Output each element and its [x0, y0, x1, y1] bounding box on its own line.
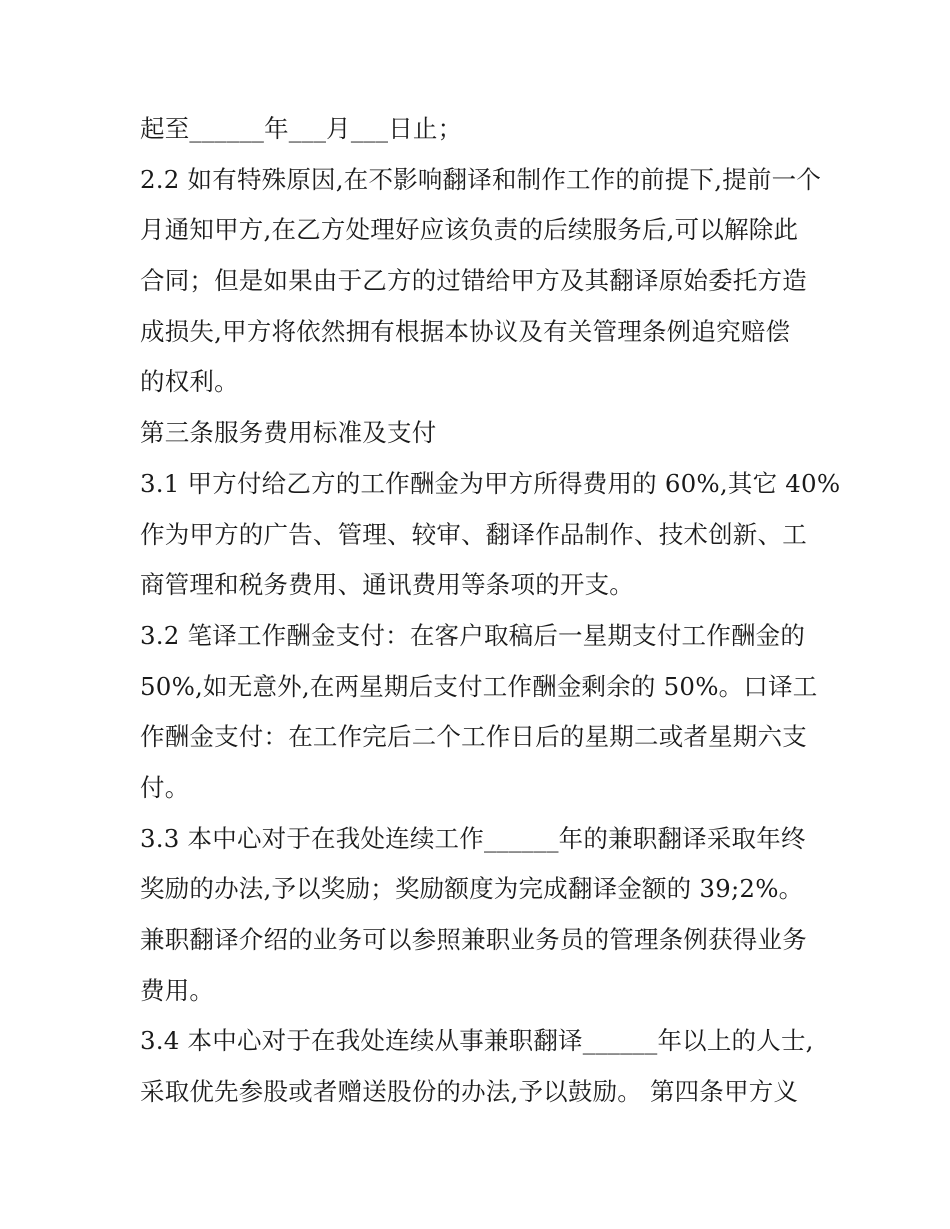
text-line: 采取优先参股或者赠送股份的办法,予以鼓励。 第四条甲方义	[140, 1077, 799, 1107]
text-line: 的权利。	[140, 367, 239, 397]
text-line: 3.4 本中心对于在我处连续从事兼职翻译______年以上的人士,	[140, 1026, 814, 1056]
section-heading: 第三条服务费用标准及支付	[140, 418, 437, 448]
text-line: 兼职翻译介绍的业务可以参照兼职业务员的管理条例获得业务	[140, 925, 807, 954]
text-line: 3.2 笔译工作酬金支付：在客户取稿后一星期支付工作酬金的	[140, 620, 806, 650]
text-line: 月通知甲方,在乙方处理好应该负责的后续服务后,可以解除此	[140, 215, 799, 245]
text-line: 合同；但是如果由于乙方的过错给甲方及其翻译原始委托方造	[140, 266, 807, 296]
text-line: 作为甲方的广告、管理、较审、翻译作品制作、技术创新、工	[140, 519, 807, 549]
text-line: 3.1 甲方付给乙方的工作酬金为甲方所得费用的 60%,其它 40%	[140, 468, 841, 498]
text-line: 2.2 如有特殊原因,在不影响翻译和制作工作的前提下,提前一个	[140, 164, 822, 194]
text-line: 奖励的办法,予以奖励；奖励额度为完成翻译金额的 39;2%。	[140, 874, 804, 904]
text-line: 付。	[140, 772, 190, 802]
text-line: 商管理和税务费用、通讯费用等条项的开支。	[140, 570, 634, 600]
text-line: 起至______年___月___日止；	[140, 114, 463, 143]
text-line: 作酬金支付：在工作完后二个工作日后的星期二或者星期六支	[140, 722, 807, 752]
text-line: 费用。	[140, 975, 215, 1005]
text-line: 50%,如无意外,在两星期后支付工作酬金剩余的 50%。口译工	[140, 671, 818, 701]
text-line: 3.3 本中心对于在我处连续工作______年的兼职翻译采取年终	[140, 823, 806, 853]
text-line: 成损失,甲方将依然拥有根据本协议及有关管理条例追究赔偿	[140, 316, 791, 346]
contract-text-body	[140, 104, 841, 1118]
